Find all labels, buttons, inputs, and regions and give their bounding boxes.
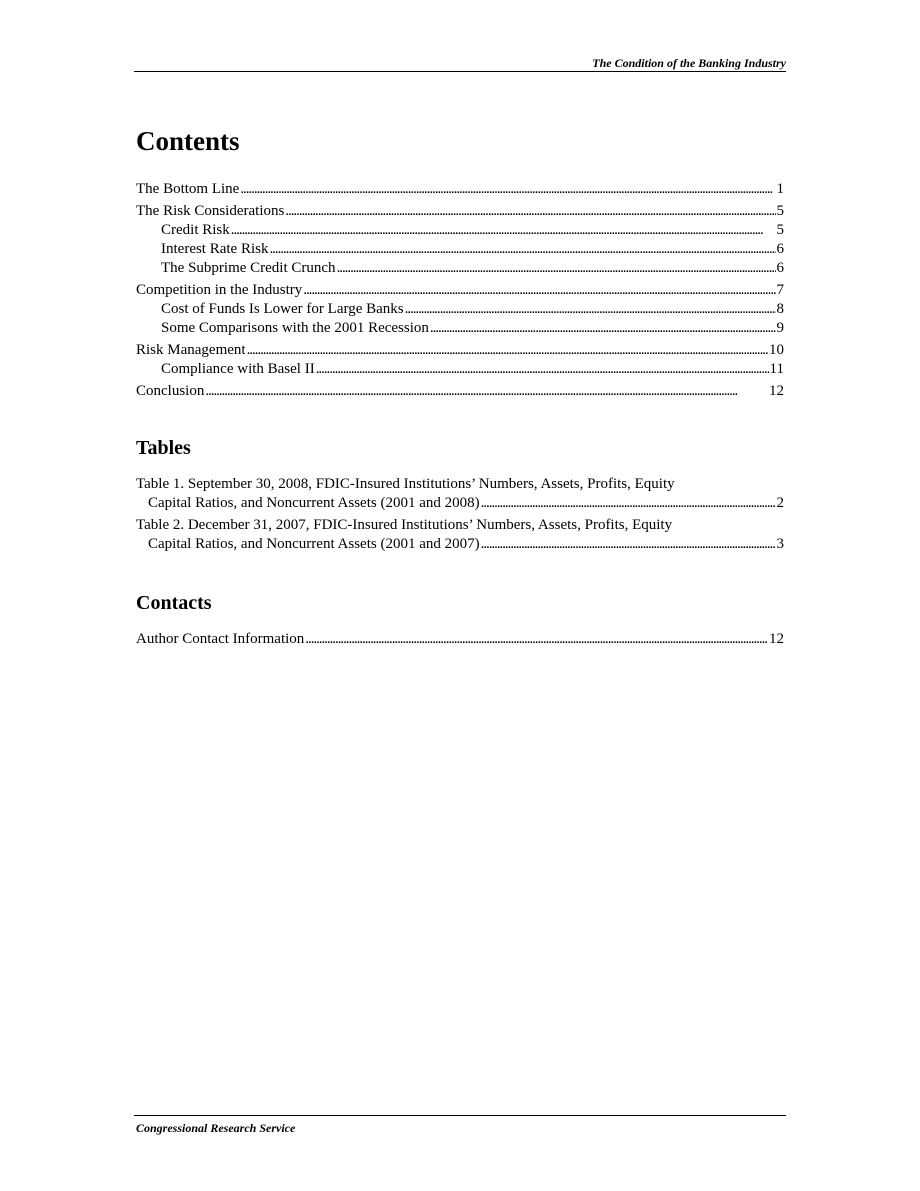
dot-leader xyxy=(481,494,776,513)
toc-entry-conclusion[interactable] xyxy=(136,382,784,401)
toc-entry-table-1[interactable] xyxy=(136,475,784,513)
tables-section xyxy=(136,435,784,554)
toc-entry-title-line1: Table 2. December 31, 2007, FDIC-Insured Institutions’ Numbers, Assets, Profits, Equity xyxy=(136,517,673,533)
dot-leader xyxy=(337,259,776,278)
toc-entry-title: Credit Risk xyxy=(161,222,230,238)
dot-leader xyxy=(303,281,775,300)
toc-entry-page: 12 xyxy=(769,631,784,647)
toc-entry-title: The Risk Considerations xyxy=(136,203,285,219)
running-header: The Condition of the Banking Industry xyxy=(592,56,786,70)
toc-entry-title-line2: Capital Ratios, and Noncurrent Assets (2001 and 2008) xyxy=(148,495,480,511)
toc-entry-title: Interest Rate Risk xyxy=(161,241,269,257)
toc-entry-title: Cost of Funds Is Lower for Large Banks xyxy=(161,301,404,317)
dot-leader xyxy=(231,221,776,240)
toc-entry-title-line2: Capital Ratios, and Noncurrent Assets (2001 and 2007) xyxy=(148,536,480,552)
toc-entry-page: 2 xyxy=(776,495,784,511)
toc-entry-title: Compliance with Basel II xyxy=(161,361,315,377)
tables-heading: Tables xyxy=(136,437,191,459)
toc-entry-interest-rate-risk[interactable] xyxy=(136,240,784,259)
contents-heading: Contents xyxy=(136,126,240,156)
dot-leader xyxy=(430,319,776,338)
toc-entry-page: 6 xyxy=(776,241,784,257)
toc-entry-title: Some Comparisons with the 2001 Recession xyxy=(161,320,429,336)
toc-entry-page: 7 xyxy=(776,282,784,298)
toc-entry-page: 10 xyxy=(769,342,784,358)
dot-leader xyxy=(405,300,776,319)
dot-leader xyxy=(240,180,775,199)
dot-leader xyxy=(305,630,768,649)
toc-entry-page: 11 xyxy=(769,361,784,377)
running-footer: Congressional Research Service xyxy=(136,1121,296,1135)
toc-entry-risk-management[interactable] xyxy=(136,341,784,360)
dot-leader xyxy=(205,382,768,401)
header-rule xyxy=(134,71,786,72)
toc-entry-author-contact[interactable] xyxy=(136,630,784,649)
toc-entry-page: 5 xyxy=(776,203,784,219)
toc-entry-title: The Subprime Credit Crunch xyxy=(161,260,336,276)
toc-entry-title-line1: Table 1. September 30, 2008, FDIC-Insured Institutions’ Numbers, Assets, Profits, Equity xyxy=(136,476,675,492)
toc-entry-page: 3 xyxy=(776,536,784,552)
table-of-contents xyxy=(136,124,784,649)
dot-leader xyxy=(269,240,775,259)
toc-entry-page: 5 xyxy=(776,222,784,238)
toc-entry-title: Competition in the Industry xyxy=(136,282,303,298)
dot-leader xyxy=(285,202,775,221)
dot-leader xyxy=(481,535,776,554)
toc-entry-title: Risk Management xyxy=(136,342,246,358)
toc-entry-title: Author Contact Information xyxy=(136,631,305,647)
toc-entry-basel-ii[interactable] xyxy=(136,360,784,379)
footer-rule xyxy=(134,1115,786,1116)
toc-entry-bottom-line[interactable] xyxy=(136,180,784,199)
toc-entry-credit-risk[interactable] xyxy=(136,221,784,240)
toc-entry-page: 9 xyxy=(776,320,784,336)
toc-entry-title: Conclusion xyxy=(136,383,205,399)
toc-entry-risk-considerations[interactable] xyxy=(136,202,784,221)
toc-entry-table-2[interactable] xyxy=(136,516,784,554)
contacts-heading: Contacts xyxy=(136,592,212,614)
toc-entry-subprime-credit-crunch[interactable] xyxy=(136,259,784,278)
dot-leader xyxy=(316,360,769,379)
toc-entry-competition[interactable] xyxy=(136,281,784,300)
contacts-section xyxy=(136,590,784,649)
toc-entry-page: 12 xyxy=(769,383,784,399)
toc-entry-page: 1 xyxy=(776,181,784,197)
toc-entry-cost-of-funds[interactable] xyxy=(136,300,784,319)
toc-entry-title: The Bottom Line xyxy=(136,181,240,197)
dot-leader xyxy=(247,341,768,360)
toc-entry-2001-recession[interactable] xyxy=(136,319,784,338)
toc-entry-page: 6 xyxy=(776,260,784,276)
toc-entry-page: 8 xyxy=(776,301,784,317)
